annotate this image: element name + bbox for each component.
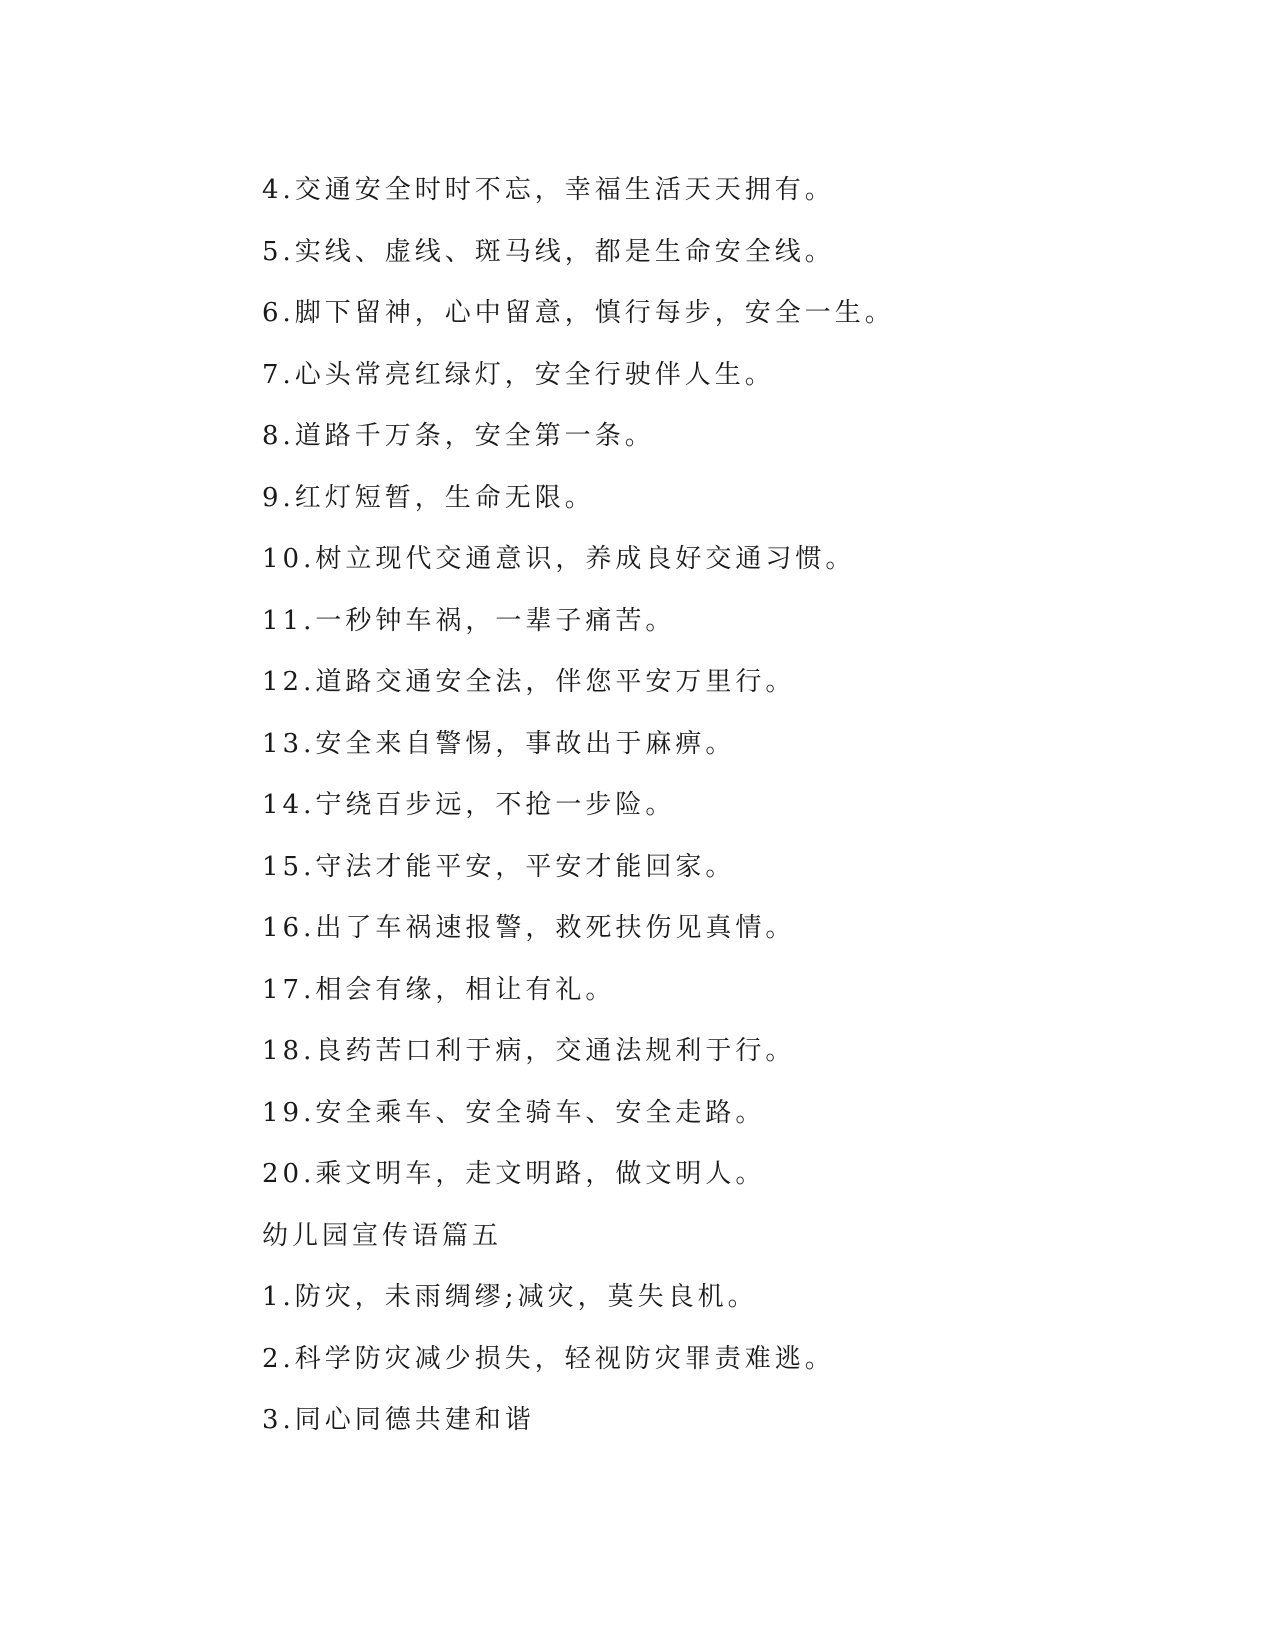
slogan-line-18: 18.良药苦口利于病，交通法规利于行。	[262, 1036, 796, 1066]
slogan-line-19: 19.安全乘车、安全骑车、安全走路。	[262, 1097, 766, 1128]
slogan-line-4: 4.交通安全时时不忘，幸福生活天天拥有。	[262, 175, 835, 205]
slogan-line-10: 10.树立现代交通意识，养成良好交通习惯。	[262, 544, 856, 574]
slogan-line-2: 2.科学防灾减少损失，轻视防灾罪责难逃。	[262, 1343, 835, 1374]
slogan-line-3: 3.同心同德共建和谐	[262, 1405, 535, 1435]
document-body	[262, 160, 1162, 1452]
section-heading: 幼儿园宣传语篇五	[262, 1220, 503, 1251]
slogan-line-9: 9.红灯短暂，生命无限。	[262, 482, 595, 513]
slogan-line-5: 5.实线、虚线、斑马线，都是生命安全线。	[262, 236, 835, 267]
slogan-line-1: 1.防灾，未雨绸缪;减灾，莫失良机。	[262, 1282, 758, 1312]
slogan-line-17: 17.相会有缘，相让有礼。	[262, 974, 616, 1005]
slogan-line-7: 7.心头常亮红绿灯，安全行驶伴人生。	[262, 359, 775, 390]
slogan-line-11: 11.一秒钟车祸，一辈子痛苦。	[262, 605, 676, 636]
slogan-line-12: 12.道路交通安全法，伴您平安万里行。	[262, 667, 796, 697]
slogan-line-15: 15.守法才能平安，平安才能回家。	[262, 851, 736, 882]
slogan-line-13: 13.安全来自警惕，事故出于麻痹。	[262, 728, 736, 759]
slogan-line-6: 6.脚下留神，心中留意，慎行每步，安全一生。	[262, 298, 895, 328]
slogan-line-20: 20.乘文明车，走文明路，做文明人。	[262, 1159, 766, 1189]
slogan-line-14: 14.宁绕百步远，不抢一步险。	[262, 790, 676, 820]
slogan-line-8: 8.道路千万条，安全第一条。	[262, 421, 655, 451]
slogan-line-16: 16.出了车祸速报警，救死扶伤见真情。	[262, 913, 796, 943]
